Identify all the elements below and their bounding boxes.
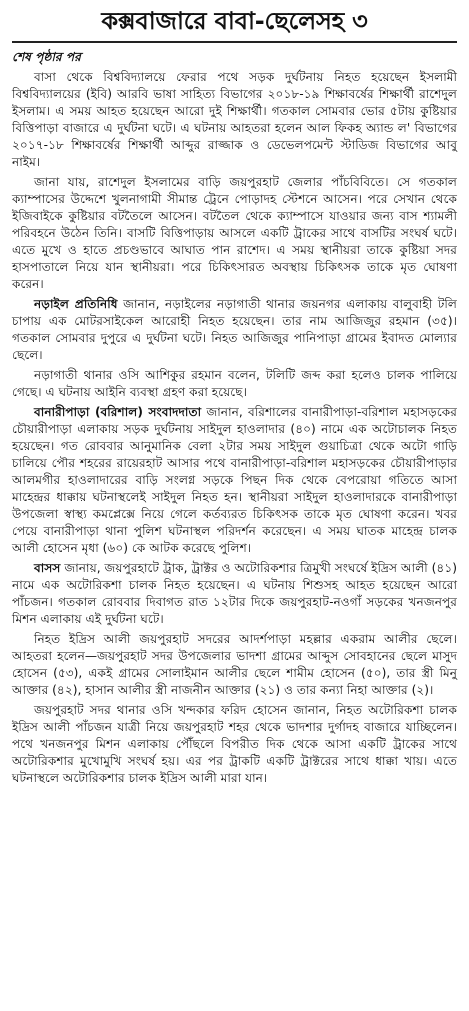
article-paragraph-5 [12,404,457,557]
article-paragraph-6 [12,560,457,628]
paragraph-lead: বানারীপাড়া (বরিশাল) সংবাদদাতা [34,405,202,419]
paragraph-text: জানা যায়, রাশেদুল ইসলামের বাড়ি জয়পুরহাট জেলার পাঁচবিবিতে। সে গতকাল ক্যাম্পাসের উদ্দেশে খুলনাগামী সীমান্ত ট্রেনে পোড়াদহ স্টেশনে আসেন। পরে সেখান থেকে ইজিবাইকে কুষ্টিয়ার বটতৈলে আসেন। বটতৈল থেকে ক্যাম্পাসে যাওয়ার জন্য বাস শ্যামলী পরিবহনে উঠেন তিনি। বাসটি বিত্তিপাড়ায় আসলে একটি ট্রাকের সাথে বাসটির সংঘর্ষ ঘটে। এতে মুখে ও হাতে প্রচণ্ডভাবে আঘাত পান রাশেদ। এ সময় স্থানীয়রা তাকে কুষ্টিয়া সদর হাসপাতালে নিয়ে যান স্থানীয়রা। পরে চিকিৎসারত অবস্থায় চিকিৎসক তাকে মৃত ঘোষণা করেন। [12,175,457,291]
article-paragraph-2 [12,174,457,293]
paragraph-lead: বাসস [34,561,61,575]
continued-label: শেষ পৃষ্ঠার পর [12,50,81,64]
article-paragraph-3 [12,296,457,364]
paragraph-lead: নড়াইল প্রতিনিধি [34,297,118,311]
paragraph-text: জানান, নড়াইলের নড়াগাতী থানার জয়নগর এলাকায় বালুবাহী টলি চাপায় এক মোটরসাইকেল আরোহী নিহত হয়েছেন। তার নাম আজিজুর রহমান (৩৫)। গতকাল সোমবার দুপুরে এ দুর্ঘটনা ঘটে। নিহত আজিজুর পানিপাড়া গ্রামের ইবাদত মোল্যার ছেলে। [12,297,457,362]
article-paragraph-4 [12,367,457,401]
paragraph-text: বাসা থেকে বিশ্ববিদ্যালয়ে ফেরার পথে সড়ক দুর্ঘটনায় নিহত হয়েছেন ইসলামী বিশ্ববিদ্যালয়ের (ইবি) আরবি ভাষা সাহিত্য বিভাগের ২০১৮-১৯ শিক্ষাবর্ষের শিক্ষার্থী রাশেদুল ইসলাম। এ সময় আহত হয়েছেন আরো দুই শিক্ষার্থী। গতকাল সোমবার ভোর ৫টায় কুষ্টিয়ার বিত্তিপাড়া বাজারে এ দুর্ঘটনা ঘটে। এ ঘটনায় আহতরা হলেন আল ফিকহ অ্যান্ড ল' বিভাগের ২০১৭-১৮ শিক্ষাবর্ষের শিক্ষার্থী আব্দুর রাজ্জাক ও ডেভেলপমেন্ট স্টাডিজ বিভাগের আবু নাইম। [12,70,457,169]
paragraph-text: জয়পুরহাট সদর থানার ওসি খন্দকার ফরিদ হোসেন জানান, নিহত অটোরিকশা চালক ইদ্রিস আলী পাঁচজন যাত্রী নিয়ে জয়পুরহাট শহর থেকে ভাদশার দুর্গাদহ বাজারে যাচ্ছিলেন। পথে খনজনপুর মিশন এলাকায় পৌঁছলে বিপরীত দিক থেকে আসা একটি ট্রাকের সাথে অটোরিকশার মুখোমুখি সংঘর্ষ হয়। এর পর ট্রাকটি একটি ট্রাক্টরের সাথে ধাক্কা খায়। এতে ঘটনাস্থলে অটোরিকশার চালক ইদ্রিস আলী মারা যান। [12,703,457,785]
paragraph-text: নড়াগাতী থানার ওসি আশিকুর রহমান বলেন, টলিটি জব্দ করা হলেও চালক পালিয়ে গেছে। এ ঘটনায় আইনি ব্যবস্থা গ্রহণ করা হয়েছে। [12,368,457,399]
article-paragraph-7 [12,631,457,699]
headline-divider [12,41,457,43]
headline: কক্সবাজারে বাবা-ছেলেসহ ৩ [101,7,368,35]
paragraph-text: জানান, বরিশালের বানারীপাড়া-বরিশাল মহাসড়কের চৌয়ারীপাড়া এলাকায় সড়ক দুর্ঘটনায় সাইদুল হাওলাদার (৪০) নামে এক অটোচালক নিহত হয়েছেন। গত রোববার আনুমানিক বেলা ২টার সময় সাইদুল গুয়াচিত্রা থেকে অটো গাড়ি চালিয়ে পৌর শহরের রায়েরহাট আসার পথে বানারীপাড়া-বরিশাল মহাসড়কের চৌয়ারীপাড়ার আলমগীর হাওলাদারের বাড়ি সংলগ্ন সড়কে পিছন দিক থেকে বেপরোয়া গতিতে আসা মাহেন্দ্রর ধাক্কায় ঘটনাস্থলেই সাইদুল নিহত হন। স্থানীয়রা সাইদুল হাওলাদারকে বানারীপাড়া উপজেলা স্বাস্থ্য কমপ্লেক্সে নিয়ে গেলে কর্তব্যরত চিকিৎসক তাকে মৃত ঘোষণা করেন। খবর পেয়ে বানারীপাড়া থানা পুলিশ ঘটনাস্থল পরিদর্শন করেছেন। এ সময় ঘাতক মাহেন্দ্র চালক আলী হোসেন মৃধা (৬০) কে আটক করেছে পুলিশ। [12,405,457,555]
article-paragraph-1 [12,69,457,171]
paragraph-text: জানায়, জয়পুরহাটে ট্রাক, ট্রাক্টর ও অটোরিকশার ত্রিমুখী সংঘর্ষে ইদ্রিস আলী (৪১) নামে এক অটোরিকশা চালক নিহত হয়েছেন। এ ঘটনায় শিশুসহ আহত হয়েছেন আরো পাঁচজন। গতকাল রোববার দিবাগত রাত ১২টার দিকে জয়পুরহাট-নওগাঁ সড়কের খনজনপুর মিশন এলাকায় এই দুর্ঘটনা ঘটে। [12,561,457,626]
article-paragraph-8 [12,702,457,787]
paragraph-text: নিহত ইদ্রিস আলী জয়পুরহাট সদরের আদর্শপাড়া মহল্লার একরাম আলীর ছেলে। আহতরা হলেন—জয়পুরহাট সদর উপজেলার ভাদশা গ্রামের আব্দুস সোবহানের ছেলে মাসুদ হোসেন (৫৩), একই গ্রামের সোলাইমান আলীর ছেলে শামীম হোসেন (৫০), তার স্ত্রী মিনু আক্তার (৪২), হাসান আলীর স্ত্রী নাজনীন আক্তার (২১) ও তার কন্যা নিহা আক্তার (২)। [12,632,457,697]
